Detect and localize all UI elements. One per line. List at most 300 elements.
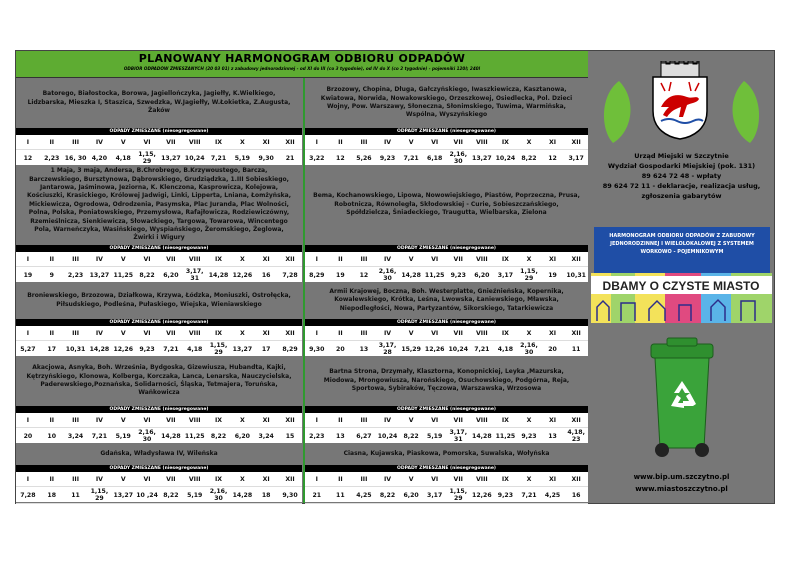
month-header: VI — [431, 475, 439, 483]
month-header: XII — [285, 329, 295, 337]
month-header: IV — [383, 329, 392, 337]
month-header: IX — [215, 138, 223, 146]
schedule-table-left — [16, 245, 302, 282]
pickup-date-cell: 1,15, 29 — [138, 151, 156, 165]
month-header: XI — [549, 475, 557, 483]
month-header: XII — [571, 475, 581, 483]
month-header: VI — [143, 255, 151, 263]
pickup-date-cell: 13,27 — [89, 271, 110, 279]
pickup-date-cell: 6,27 — [356, 432, 372, 440]
month-header: XI — [549, 138, 557, 146]
pickup-date-cell: 1,15, 29 — [90, 488, 109, 502]
pickup-date-cell: 10,24 — [377, 432, 398, 440]
month-header: IV — [95, 138, 103, 146]
schedule-info-box — [594, 227, 770, 273]
month-header: V — [120, 416, 126, 424]
pickup-date-cell: 9,23 — [521, 432, 537, 440]
pickup-date-cell: 12 — [336, 154, 345, 162]
month-header: XI — [549, 329, 557, 337]
pickup-date-cell: 10 — [47, 432, 57, 440]
table-header-label: ODPADY ZMIESZANE (niesegregowane) — [305, 245, 588, 252]
pickup-date-cell: 14,28 — [208, 271, 229, 279]
left-leaf-icon — [604, 81, 631, 143]
pickup-date-cell: 2,16, 30 — [520, 342, 538, 356]
pickup-date-cell: 20 — [336, 345, 345, 353]
office-phone-note: zgłoszenia gabarytów — [641, 192, 722, 200]
pickup-date-cell: 13,27 — [113, 491, 134, 499]
month-header: IX — [215, 475, 223, 483]
pickup-date-cell: 17 — [261, 345, 271, 353]
month-header: XII — [571, 255, 581, 263]
months-row — [16, 472, 302, 487]
month-header: VII — [166, 138, 176, 146]
pickup-date-cell: 3,17 — [427, 491, 443, 499]
month-header: IV — [95, 475, 103, 483]
street-list-left: Broniewskiego, Brzozowa, Działkowa, Krzywa, Łódzka, Moniuszki, Ostrołęcka, Piłsudskiego, Podleśna, Pułaskiego, Wiejska, Wieniawskiego — [16, 282, 302, 319]
pickup-date-cell: 8,22 — [379, 491, 396, 499]
pickup-date-cell: 7,21 — [403, 154, 419, 162]
pickup-date-cell: 8,22 — [163, 491, 179, 499]
pickup-date-cell: 11,25 — [184, 432, 205, 440]
pickup-date-cell: 10,31 — [65, 345, 86, 353]
month-header: V — [408, 138, 414, 146]
pickup-date-cell: 7,21 — [474, 345, 490, 353]
table-header-label: ODPADY ZMIESZANE (niesegregowane) — [16, 319, 302, 326]
months-row — [305, 472, 588, 487]
info-line-2: JEDNORODZINNEJ I WIELOLOKALOWEJ Z SYSTEMEM — [610, 241, 754, 247]
month-header: IX — [501, 138, 509, 146]
pickup-date-cell: 2,16, 30 — [378, 268, 397, 282]
table-header-label: ODPADY ZMIESZANE (niesegregowane) — [305, 406, 588, 413]
pickup-date-cell: 1,15, 29 — [520, 268, 538, 282]
month-header: III — [72, 475, 80, 483]
month-header: I — [26, 416, 30, 424]
pickup-date-cell: 18 — [261, 491, 271, 499]
month-header: II — [338, 416, 343, 424]
pickup-date-cell: 10,31 — [566, 271, 586, 279]
month-header: I — [26, 329, 30, 337]
pickup-date-cell: 12,26 — [472, 491, 492, 499]
pickup-date-cell: 8,22 — [403, 432, 419, 440]
month-header: V — [408, 329, 414, 337]
pickup-date-cell: 14,28 — [89, 345, 110, 353]
pickup-date-cell: 9,23 — [139, 345, 155, 353]
month-header: III — [72, 416, 80, 424]
month-header: VI — [431, 255, 439, 263]
month-header: VIII — [475, 416, 488, 424]
pickup-date-cell: 3,17, 31 — [185, 268, 204, 282]
pickup-date-cell: 13 — [359, 345, 369, 353]
month-header: I — [26, 138, 30, 146]
pickup-date-cell: 2,16, 30 — [449, 151, 468, 165]
schedule-table-right — [305, 465, 588, 502]
pickup-date-cell: 8,22 — [139, 271, 155, 279]
month-header: V — [120, 138, 126, 146]
pickup-date-cell: 6,20 — [163, 271, 179, 279]
month-header: VII — [166, 416, 176, 424]
pickup-date-cell: 14,28 — [161, 432, 181, 440]
street-list-left: 1 Maja, 3 maja, Andersa, B.Chrobrego, B.Krzywoustego, Barcza, Barczewskiego, Bursztynowa, Dąbrowskiego, Grudziądzka, 1.III Sobieskiego, Jantarowa, Jaśminowa, Jeziorna, K. Klenczona, Kasprowicza, Kolejowa, Kościuszki, Krasickiego, Królowej Jadwigi, Linki, Lipperta, Lniana, Łomżyńska, Mickiewicza, Ogrodowa, Odrodzenia, Pasymska, Plac Juranda, Plac Wolności, Polna, Polska, Poniatowskiego, Przemysłowa, Rafajłowicza, Rodziewiczówny, Rzemieślnicza, Sienkiewicza, Słowackiego, Targowa, Towarowa, Wincentego Pola, Warneńczyka, Wasińskiego, Wyspiańskiego, Żeromskiego, Żeglowa, Żwirki i Wigury — [16, 165, 302, 245]
month-header: XII — [285, 475, 295, 483]
month-header: II — [49, 329, 55, 337]
month-header: V — [408, 475, 414, 483]
month-header: VIII — [475, 475, 488, 483]
pickup-date-cell: 20 — [548, 345, 557, 353]
month-header: IV — [383, 416, 392, 424]
month-header: IX — [215, 255, 223, 263]
month-header: I — [315, 329, 318, 337]
title-bar — [16, 51, 588, 78]
pickup-date-cell: 5,19 — [187, 491, 203, 499]
month-header: VIII — [188, 329, 201, 337]
pickup-date-cell: 12,26 — [113, 345, 134, 353]
street-list-right: Bema, Kochanowskiego, Lipowa, Nowowiejskiego, Piastów, Poprzeczna, Prusa, Robotnicza, Równoległa, Skłodowskiej - Curie, Sobieszczańskiego, Spółdzielcza, Śniadeckiego, Traugutta, Wielbarska, Zielona — [305, 165, 588, 245]
month-header: XI — [262, 475, 270, 483]
month-header: I — [315, 475, 318, 483]
office-name: Urząd Miejski w Szczytnie — [634, 152, 729, 160]
month-header: II — [49, 138, 55, 146]
pickup-date-cell: 11,25 — [495, 432, 516, 440]
pickup-date-cell: 11,25 — [424, 271, 445, 279]
pickup-date-cell: 9,23 — [497, 491, 514, 499]
month-header: I — [26, 475, 30, 483]
month-header: IV — [95, 416, 103, 424]
month-header: VII — [453, 416, 463, 424]
pickup-date-cell: 5,26 — [356, 154, 372, 162]
pickup-date-cell: 17 — [47, 345, 57, 353]
month-header: V — [120, 329, 126, 337]
pickup-date-cell: 10 ,24 — [136, 491, 158, 499]
month-header: VII — [453, 329, 463, 337]
month-header: II — [49, 416, 55, 424]
schedule-table-right — [305, 319, 588, 356]
pickup-date-cell: 15,29 — [401, 345, 421, 353]
pickup-date-cell: 5,19 — [115, 432, 131, 440]
month-header: II — [338, 329, 343, 337]
pickup-date-cell: 3,24 — [67, 432, 84, 440]
month-header: II — [338, 475, 343, 483]
office-phone-declarations: 89 624 72 11 - deklaracje, realizacja usług, — [602, 182, 761, 190]
pickup-date-cell: 9,30 — [258, 154, 274, 162]
pickup-date-cell: 6,20 — [234, 432, 250, 440]
month-header: IX — [501, 416, 509, 424]
pickup-date-cell: 8,22 — [521, 154, 537, 162]
pickup-date-cell: 4,25 — [544, 491, 561, 499]
pickup-date-cell: 7,21 — [210, 154, 227, 162]
months-row — [16, 252, 302, 267]
street-list-left: Batorego, Białostocka, Borowa, Jagiellończyka, Jagiełły, K.Wielkiego, Lidzbarska, Mieszka I, Staszica, Szwedzka, W.Jagiełły, W.Łokietka, Z.Augusta, Żaków — [16, 78, 302, 128]
months-row — [305, 135, 588, 150]
month-header: XI — [549, 255, 557, 263]
office-department: Wydział Gospodarki Miejskiej (pok. 131) — [607, 162, 756, 170]
month-header: XI — [262, 416, 270, 424]
schedule-table-left — [16, 465, 302, 502]
pickup-date-cell: 11,25 — [113, 271, 134, 279]
month-header: III — [72, 138, 80, 146]
pickup-date-cell: 13,27 — [161, 154, 181, 162]
campaign-graphic — [591, 273, 772, 323]
table-header-label: ODPADY ZMIESZANE (niesegregowane) — [16, 465, 302, 472]
info-line-1: HARMONOGRAM ODBIORU ODPADÓW Z ZABUDOWY — [609, 233, 755, 239]
month-header: III — [360, 329, 368, 337]
pickup-date-cell: 4,18, 23 — [567, 429, 585, 443]
month-header: IX — [501, 329, 509, 337]
page-subtitle: ODBIÓR ODPADÓW ZMIESZANYCH (20 03 01) z zabudowy jednorodzinnej - od XI do III (co 3 tygodnie), od IV do X (co 2 tygodnie) - pojemniki 120l; 240l — [123, 66, 481, 71]
month-header: VII — [166, 329, 176, 337]
months-row — [305, 326, 588, 341]
pickup-date-cell: 2,16, 30 — [138, 429, 156, 443]
month-header: I — [315, 138, 318, 146]
table-header-label: ODPADY ZMIESZANE (niesegregowane) — [16, 406, 302, 413]
pickup-date-cell: 13,27 — [472, 154, 492, 162]
pickup-date-cell: 19 — [336, 271, 345, 279]
month-header: XII — [571, 138, 581, 146]
months-row — [16, 413, 302, 428]
pickup-date-cell: 9,23 — [379, 154, 396, 162]
right-leaf-icon — [733, 81, 760, 143]
month-header: VIII — [475, 329, 488, 337]
months-row — [305, 413, 588, 428]
pickup-date-cell: 19 — [548, 271, 557, 279]
month-header: IV — [383, 138, 392, 146]
month-header: X — [526, 416, 532, 424]
month-header: V — [120, 475, 126, 483]
pickup-date-cell: 2,23 — [44, 154, 60, 162]
pickup-date-cell: 10,24 — [448, 345, 469, 353]
schedule-table-right — [305, 406, 588, 443]
month-header: XI — [549, 416, 557, 424]
city-website-link[interactable]: www.miastoszczytno.pl — [635, 485, 728, 493]
month-header: IX — [215, 416, 223, 424]
pickup-date-cell: 3,17 — [568, 154, 584, 162]
month-header: IV — [95, 255, 103, 263]
pickup-date-cell: 16 — [261, 271, 271, 279]
pickup-date-cell: 21 — [285, 154, 295, 162]
month-header: XII — [285, 138, 295, 146]
month-header: III — [360, 416, 368, 424]
schedule-table-right — [305, 128, 588, 165]
month-header: VI — [431, 138, 439, 146]
month-header: I — [26, 255, 30, 263]
month-header: V — [408, 255, 414, 263]
street-list-right: Ciasna, Kujawska, Piaskowa, Pomorska, Suwalska, Wołyńska — [305, 443, 588, 465]
page-title: PLANOWANY HARMONOGRAM ODBIORU ODPADÓW — [138, 52, 466, 65]
pickup-date-cell: 3,17 — [497, 271, 514, 279]
month-header: VI — [431, 329, 439, 337]
pickup-date-cell: 19 — [23, 271, 33, 279]
month-header: II — [49, 475, 55, 483]
pickup-date-cell: 12 — [359, 271, 369, 279]
city-coat-of-arms-icon — [647, 61, 713, 141]
pickup-date-cell: 2,16, 30 — [209, 488, 228, 502]
month-header: VI — [431, 416, 439, 424]
month-header: V — [120, 255, 126, 263]
office-phone-payments: 89 624 72 48 - wpłaty — [641, 172, 722, 180]
pickup-date-cell: 13 — [548, 432, 557, 440]
office-contact — [589, 151, 774, 201]
street-list-left: Akacjowa, Asnyka, Boh. Września, Bydgoska, Gizewiusza, Hubandta, Kajki, Kętrzyńskiego, Klonowa, Kolberga, Korczaka, Lanca, Lenarska, Nauczycielska, Paderewskiego,Poznańska, Solidarności, Śląska, Tetmajera, Toruńska, Wańkowicza — [16, 356, 302, 406]
pickup-date-cell: 11 — [336, 491, 345, 499]
schedule-area — [16, 51, 588, 503]
pickup-date-cell: 12,26 — [232, 271, 253, 279]
pickup-date-cell: 5,19 — [234, 154, 250, 162]
months-row — [16, 135, 302, 150]
pickup-date-cell: 13 — [336, 432, 345, 440]
month-header: X — [239, 138, 245, 146]
month-header: X — [526, 138, 532, 146]
pickup-dates-row — [16, 487, 302, 504]
pickup-date-cell: 3,24 — [258, 432, 274, 440]
pickup-date-cell: 4,20 — [91, 154, 108, 162]
pickup-date-cell: 7,21 — [163, 345, 179, 353]
month-header: VI — [143, 329, 151, 337]
month-header: VII — [166, 255, 176, 263]
schedule-table-left — [16, 406, 302, 443]
month-header: VI — [143, 138, 151, 146]
month-header: III — [360, 138, 368, 146]
month-header: X — [239, 329, 245, 337]
month-header: VI — [143, 475, 151, 483]
month-header: VIII — [188, 255, 201, 263]
month-header: II — [338, 138, 343, 146]
table-header-label: ODPADY ZMIESZANE (niesegregowane) — [305, 465, 588, 472]
month-header: X — [239, 255, 245, 263]
pickup-date-cell: 7,28 — [282, 271, 298, 279]
pickup-date-cell: 3,22 — [309, 154, 325, 162]
month-header: X — [239, 416, 245, 424]
website-links — [589, 471, 774, 495]
month-header: III — [72, 255, 80, 263]
month-header: V — [408, 416, 414, 424]
month-header: XI — [262, 255, 270, 263]
pickup-date-cell: 3,17, 31 — [449, 429, 468, 443]
pickup-date-cell: 16, 30 — [64, 154, 87, 162]
month-header: VIII — [188, 475, 201, 483]
schedule-table-left — [16, 128, 302, 165]
schedule-table-right — [305, 245, 588, 282]
month-header: VII — [453, 475, 463, 483]
waste-bin-icon — [647, 336, 717, 461]
pickup-date-cell: 5,27 — [20, 345, 36, 353]
month-header: VII — [453, 255, 463, 263]
pickup-dates-row — [305, 487, 588, 504]
month-header: VIII — [188, 138, 201, 146]
month-header: III — [360, 255, 368, 263]
month-header: III — [72, 329, 80, 337]
month-header: I — [315, 416, 318, 424]
pickup-date-cell: 11 — [571, 345, 581, 353]
street-list-right: Armii Krajowej, Boczna, Boh. Westerplatte, Gnieźnieńska, Kopernika, Kowalewskiego, Krótka, Leśna, Lwowska, Łaniewskiego, Mławska, Niepodległości, Nowa, Partyzantów, Sikorskiego, Tatarkiewicza — [305, 282, 588, 319]
pickup-date-cell: 7,21 — [521, 491, 537, 499]
pickup-date-cell: 14,28 — [232, 491, 253, 499]
month-header: VIII — [475, 255, 488, 263]
pickup-date-cell: 14,28 — [401, 271, 421, 279]
month-header: XI — [262, 329, 270, 337]
table-header-label: ODPADY ZMIESZANE (niesegregowane) — [16, 245, 302, 252]
table-header-label: ODPADY ZMIESZANE (niesegregowane) — [305, 128, 588, 135]
pickup-date-cell: 6,20 — [403, 491, 419, 499]
info-sidebar — [589, 51, 774, 503]
pickup-date-cell: 4,25 — [356, 491, 372, 499]
month-header: X — [526, 255, 532, 263]
campaign-slogan: DBAMY O CZYSTE MIASTO — [602, 279, 760, 293]
info-line-3: WORKOWO - POJEMNIKOWYM — [640, 249, 724, 255]
pickup-date-cell: 1,15, 29 — [209, 342, 228, 356]
pickup-date-cell: 6,18 — [427, 154, 443, 162]
pickup-date-cell: 4,18 — [187, 345, 203, 353]
months-row — [305, 252, 588, 267]
schedule-sheet — [15, 50, 775, 504]
pickup-date-cell: 18 — [47, 491, 57, 499]
month-header: X — [526, 329, 532, 337]
pickup-date-cell: 12,26 — [424, 345, 445, 353]
pickup-date-cell: 3,17, 28 — [378, 342, 397, 356]
pickup-date-cell: 14,28 — [472, 432, 492, 440]
pickup-date-cell: 10,24 — [495, 154, 516, 162]
street-list-left: Gdańska, Władysława IV, Wileńska — [16, 443, 302, 465]
month-header: IX — [501, 475, 509, 483]
pickup-date-cell: 12 — [23, 154, 33, 162]
month-header: XII — [571, 416, 581, 424]
pickup-date-cell: 21 — [312, 491, 322, 499]
month-header: XII — [285, 255, 295, 263]
pickup-date-cell: 12 — [548, 154, 557, 162]
month-header: II — [49, 255, 55, 263]
pickup-date-cell: 9,30 — [309, 345, 325, 353]
month-header: XII — [571, 329, 581, 337]
month-header: IV — [383, 255, 392, 263]
pickup-date-cell: 8,29 — [309, 271, 325, 279]
month-header: IV — [383, 475, 392, 483]
month-header: VII — [453, 138, 463, 146]
table-header-label: ODPADY ZMIESZANE (niesegregowane) — [16, 128, 302, 135]
pickup-date-cell: 4,18 — [497, 345, 514, 353]
month-header: VI — [143, 416, 151, 424]
month-header: XI — [262, 138, 270, 146]
pickup-date-cell: 9,30 — [282, 491, 298, 499]
schedule-table-left — [16, 319, 302, 356]
month-header: III — [360, 475, 368, 483]
month-header: IX — [215, 329, 223, 337]
month-header: VII — [166, 475, 176, 483]
pickup-date-cell: 20 — [23, 432, 33, 440]
pickup-date-cell: 7,28 — [20, 491, 36, 499]
month-header: XII — [285, 416, 295, 424]
pickup-date-cell: 10,24 — [184, 154, 205, 162]
pickup-date-cell: 8,29 — [282, 345, 298, 353]
street-list-right: Brzozowy, Chopina, Długa, Gałczyńskiego, Iwaszkiewicza, Kasztanowa, Kwiatowa, Norwida, Nowakowskiego, Orzeszkowej, Osiedlecka, Pol. Dzieci Wojny, Pow. Warszawy, Słoneczna, Słonimskiego, Tuwima, Warmińska, Wspólna, Wyszyńskiego — [305, 78, 588, 128]
pickup-date-cell: 7,21 — [91, 432, 108, 440]
pickup-date-cell: 8,22 — [210, 432, 227, 440]
street-list-right: Bartna Strona, Drzymały, Klasztorna, Konopnickiej, Leyka ,Mazurska, Miodowa, Mrongowiusza, Narońskiego, Osuchowskiego, Podgórna, Reja, Sportowa, Sybiraków, Tęczowa, Warszawska, Wrzosowa — [305, 356, 588, 406]
pickup-date-cell: 2,23 — [67, 271, 84, 279]
month-header: I — [315, 255, 318, 263]
pickup-date-cell: 13,27 — [232, 345, 253, 353]
pickup-date-cell: 16 — [571, 491, 581, 499]
pickup-date-cell: 1,15, 29 — [449, 488, 468, 502]
bip-link[interactable]: www.bip.um.szczytno.pl — [633, 473, 730, 481]
pickup-date-cell: 6,20 — [474, 271, 490, 279]
pickup-date-cell: 15 — [285, 432, 295, 440]
month-header: II — [338, 255, 343, 263]
pickup-date-cell: 9 — [49, 271, 54, 279]
month-header: VIII — [188, 416, 201, 424]
pickup-date-cell: 11 — [71, 491, 80, 499]
pickup-date-cell: 9,23 — [450, 271, 466, 279]
months-row — [16, 326, 302, 341]
pickup-date-cell: 2,23 — [309, 432, 325, 440]
table-header-label: ODPADY ZMIESZANE (niesegregowane) — [305, 319, 588, 326]
